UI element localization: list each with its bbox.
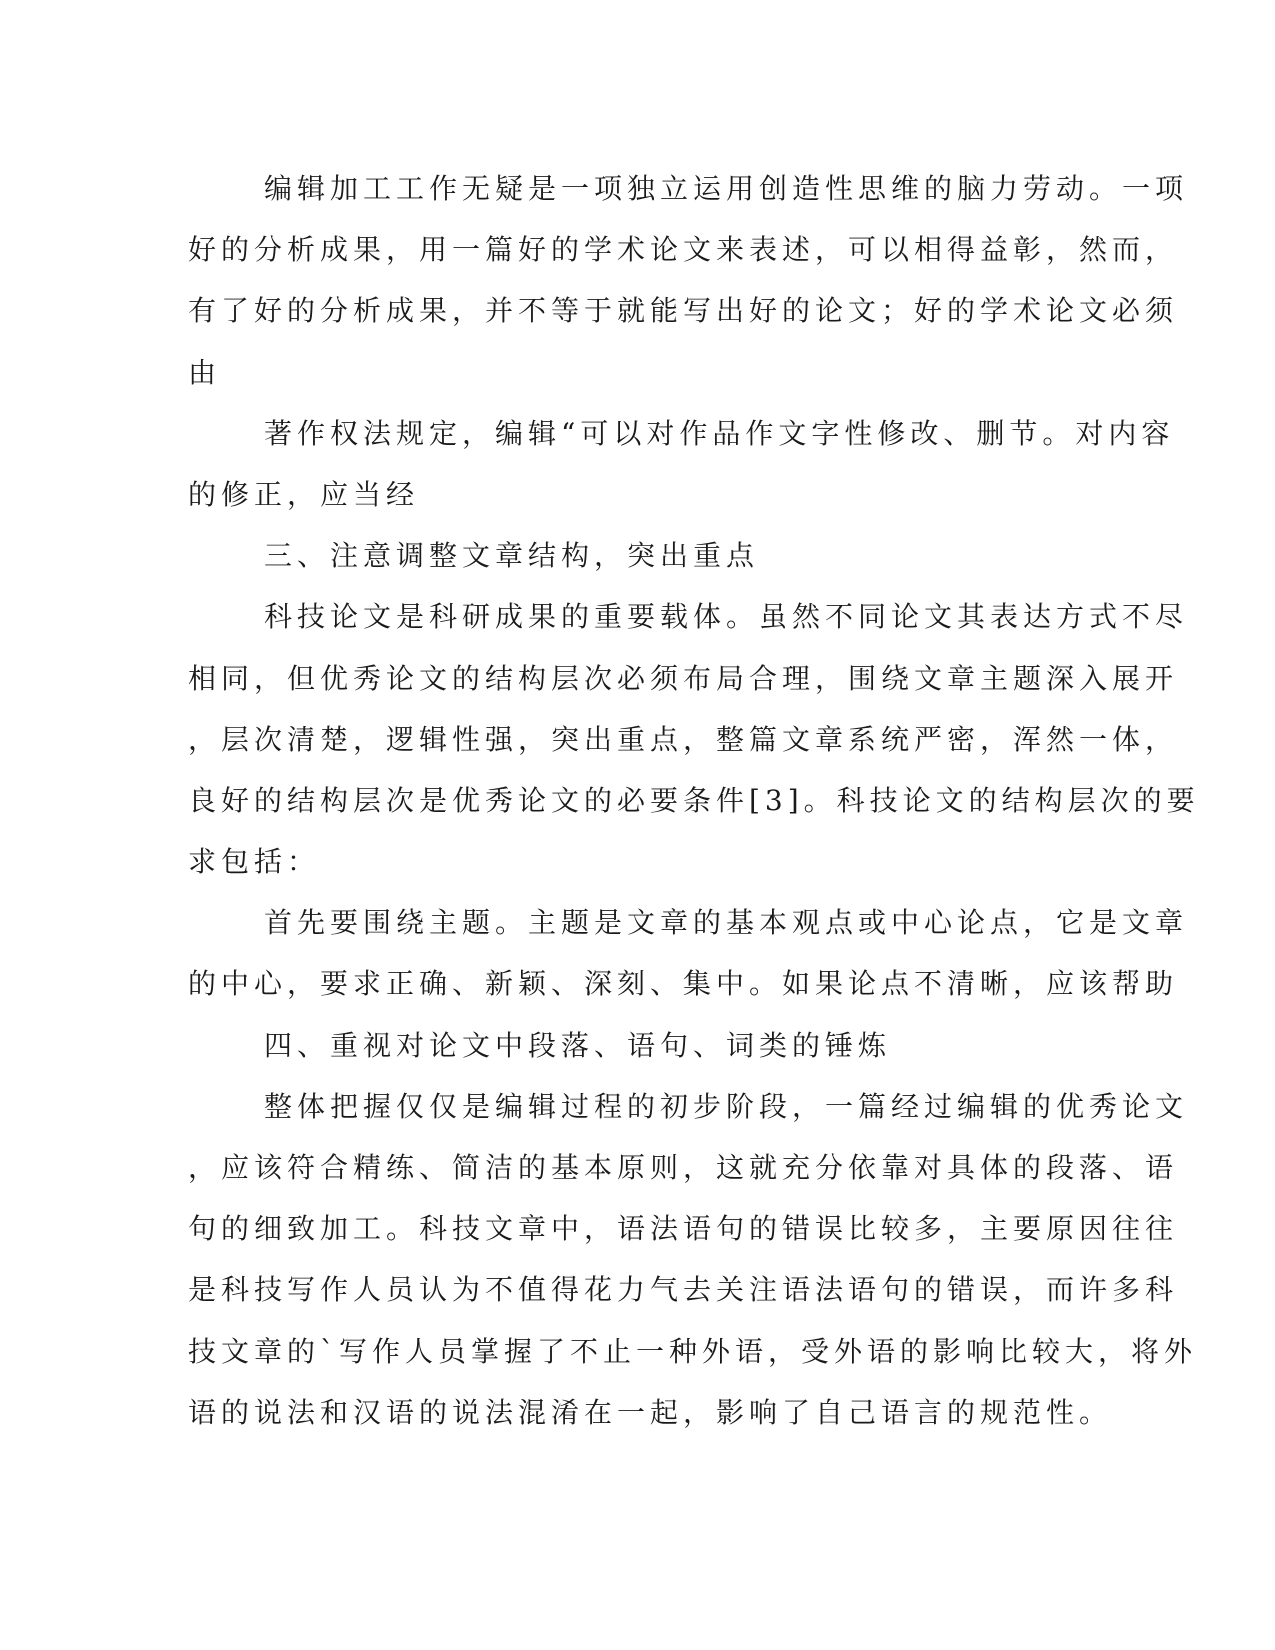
text-line: 著作权法规定，编辑“可以对作品作文字性修改、删节。对内容	[264, 416, 1175, 450]
text-line: 科技论文是科研成果的重要载体。虽然不同论文其表达方式不尽	[264, 600, 1189, 634]
text-line: 求包括：	[188, 845, 321, 879]
text-line: 编辑加工工作无疑是一项独立运用创造性思维的脑力劳动。一项	[264, 172, 1189, 205]
text-line: 是科技写作人员认为不值得花力气去关注语法语句的错误，而许多科	[188, 1273, 1179, 1307]
text-line: 首先要围绕主题。主题是文章的基本观点或中心论点，它是文章	[264, 906, 1189, 940]
text-line: 好的分析成果，用一篇好的学术论文来表述，可以相得益彰，然而，	[188, 233, 1179, 267]
text-line: ，层次清楚，逻辑性强，突出重点，整篇文章系统严密，浑然一体，	[188, 722, 1179, 756]
text-line: 技文章的`写作人员掌握了不止一种外语，受外语的影响比较大，将外	[188, 1334, 1198, 1368]
text-line: 句的细致加工。科技文章中，语法语句的错误比较多，主要原因往往	[188, 1212, 1179, 1246]
text-line: 三、注意调整文章结构，突出重点	[264, 539, 760, 573]
text-line: 良好的结构层次是优秀论文的必要条件[3]。科技论文的结构层次的要	[188, 783, 1200, 817]
text-line: 语的说法和汉语的说法混淆在一起，影响了自己语言的规范性。	[188, 1395, 1113, 1429]
text-line: 相同，但优秀论文的结构层次必须布局合理，围绕文章主题深入展开	[188, 661, 1179, 695]
text-line: 由	[188, 355, 222, 389]
text-line: 整体把握仅仅是编辑过程的初步阶段，一篇经过编辑的优秀论文	[264, 1089, 1189, 1123]
text-line: 的中心，要求正确、新颖、深刻、集中。如果论点不清晰，应该帮助	[188, 967, 1179, 1001]
text-line: ，应该符合精练、简洁的基本原则，这就充分依靠对具体的段落、语	[188, 1151, 1179, 1184]
text-line: 四、重视对论文中段落、语句、词类的锤炼	[264, 1028, 892, 1062]
body-text	[188, 158, 1200, 1443]
text-line: 的修正，应当经	[188, 477, 420, 511]
text-line: 有了好的分析成果，并不等于就能写出好的论文；好的学术论文必须	[188, 294, 1179, 328]
